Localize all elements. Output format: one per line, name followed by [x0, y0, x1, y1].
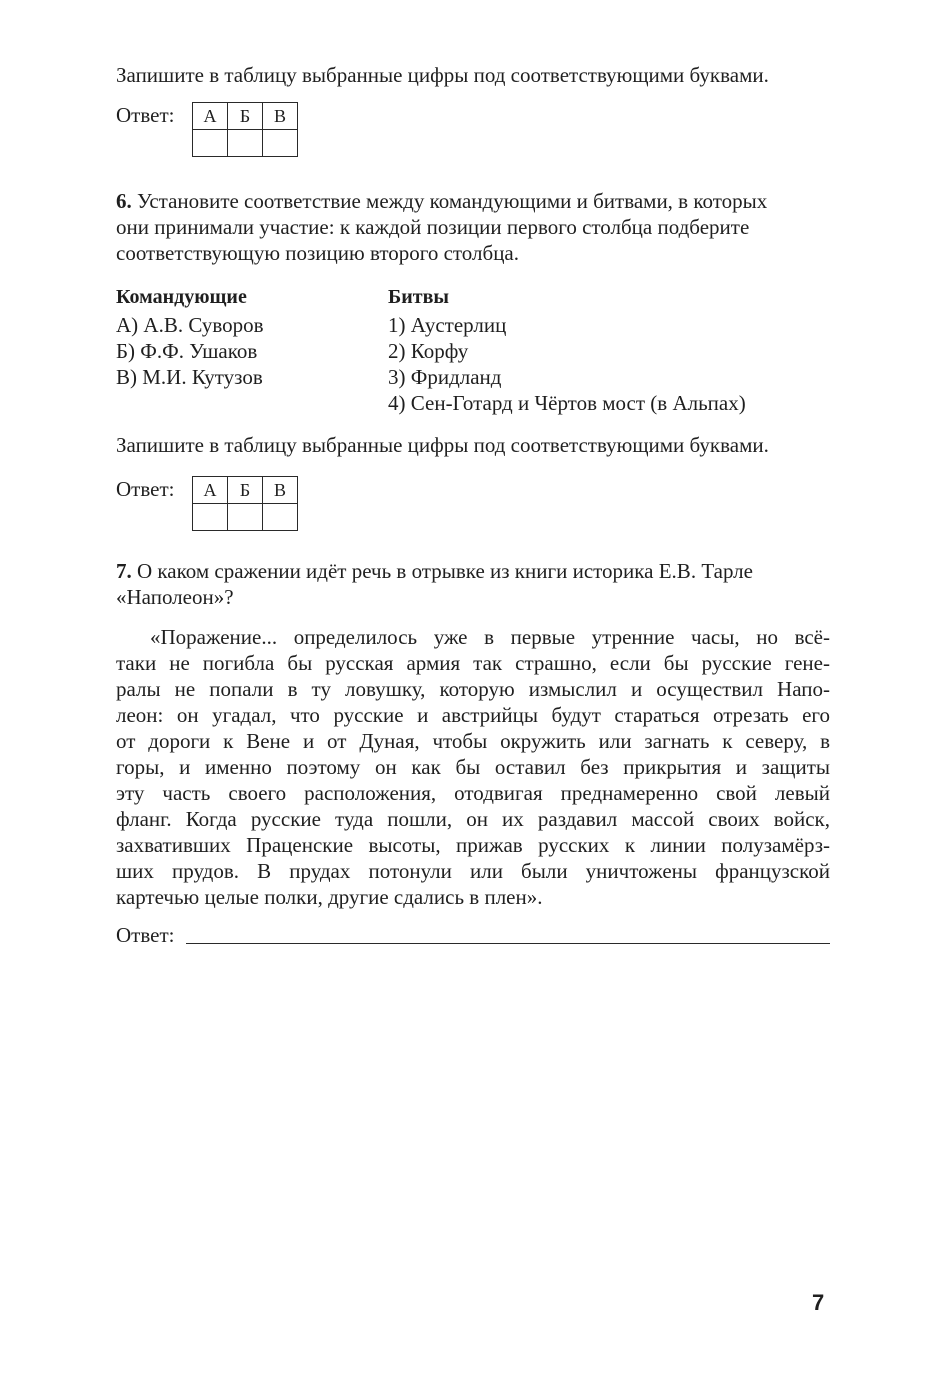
answer-table-header-v: В — [263, 477, 298, 504]
task7-question-line-1 — [116, 558, 753, 584]
commanders-header: Командующие — [116, 286, 247, 308]
answer-table-header-row — [193, 103, 298, 130]
answer-table-header-b: Б — [228, 103, 263, 130]
quote-line: «Поражение... определилось уже в первые утренние часы, но всё- — [150, 625, 830, 649]
task6-question-line-2: они принимали участие: к каждой позиции первого столбца подберите — [116, 215, 750, 239]
commander-item: А) А.В. Суворов — [116, 313, 264, 337]
task6-answer-table — [192, 476, 298, 531]
answer-cell-v[interactable] — [263, 504, 298, 531]
commander-item: В) М.И. Кутузов — [116, 365, 263, 389]
task5-instruction: Запишите в таблицу выбранные цифры под соответствующими буквами. — [116, 63, 769, 87]
task6-question-text-1: Установите соответствие между командующими и битвами, в которых — [137, 189, 768, 213]
answer-table-header-a: А — [193, 477, 228, 504]
quote-line: таки не погибла бы русская армия так страшно, если бы русские гене- — [116, 651, 830, 675]
quote-line: горы, и именно поэтому он как бы оставил без прикрытия и защиты — [116, 755, 830, 779]
task5-answer-table — [192, 102, 298, 157]
quote-line: леон: он угадал, что русские и австрийцы будут стараться отрезать его — [116, 703, 830, 727]
commander-item: Б) Ф.Ф. Ушаков — [116, 339, 258, 363]
task6-answer-label: Ответ: — [116, 477, 175, 501]
quote-line: захвативших Праценские высоты, прижав русских к линии полузамёрз- — [116, 833, 830, 857]
quote-line: от дороги к Вене и от Дуная, чтобы окружить или загнать к северу, в — [116, 729, 830, 753]
task7-question-line-2: «Наполеон»? — [116, 585, 234, 609]
task7-question-text-1: О каком сражении идёт речь в отрывке из книги историка Е.В. Тарле — [137, 559, 753, 583]
battle-item: 2) Корфу — [388, 339, 469, 363]
quote-line: картечью целые полки, другие сдались в плен». — [116, 885, 543, 909]
battles-header: Битвы — [388, 286, 449, 308]
quote-line: эту часть своего расположения, отодвигая преднамеренно свой левый — [116, 781, 830, 805]
answer-table-header-v: В — [263, 103, 298, 130]
task7-answer-line[interactable] — [186, 943, 830, 944]
task6-number: 6. — [116, 189, 132, 213]
battle-item: 4) Сен-Готард и Чёртов мост (в Альпах) — [388, 391, 746, 415]
answer-table-input-row — [193, 504, 298, 531]
answer-table-input-row — [193, 130, 298, 157]
task7-number: 7. — [116, 559, 132, 583]
quote-line: фланг. Когда русские туда пошли, он их раздавил массой своих войск, — [116, 807, 830, 831]
answer-table-header-a: А — [193, 103, 228, 130]
task6-instruction: Запишите в таблицу выбранные цифры под соответствующими буквами. — [116, 433, 769, 457]
answer-cell-b[interactable] — [228, 130, 263, 157]
task6-question-line-1 — [116, 188, 767, 214]
battle-item: 1) Аустерлиц — [388, 313, 507, 337]
task7-answer-label: Ответ: — [116, 923, 175, 947]
answer-table-header-b: Б — [228, 477, 263, 504]
task5-answer-label: Ответ: — [116, 103, 175, 127]
page-number: 7 — [812, 1290, 825, 1315]
answer-cell-a[interactable] — [193, 504, 228, 531]
quote-line: ших прудов. В прудах потонули или были уничтожены французской — [116, 859, 830, 883]
answer-cell-a[interactable] — [193, 130, 228, 157]
answer-table-header-row — [193, 477, 298, 504]
answer-cell-v[interactable] — [263, 130, 298, 157]
quote-line: ралы не попали в ту ловушку, которую измыслил и осуществил Напо- — [116, 677, 830, 701]
task6-question-line-3: соответствующую позицию второго столбца. — [116, 241, 519, 265]
answer-cell-b[interactable] — [228, 504, 263, 531]
battle-item: 3) Фридланд — [388, 365, 502, 389]
